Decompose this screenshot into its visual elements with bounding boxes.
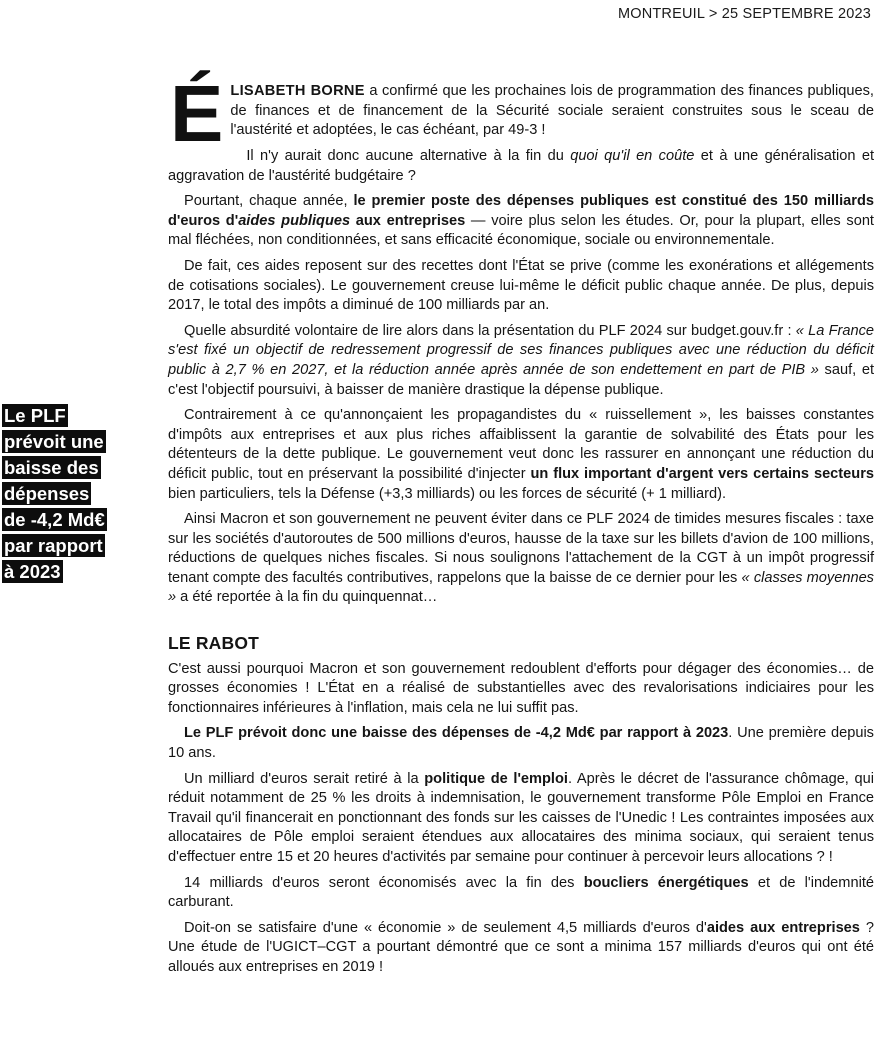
- text-run: Ainsi Macron et son gouvernement ne peuvent éviter dans ce PLF 2024 de timides mesures fiscales : taxe sur les sociétés d'autoroutes de 500 millions d'euros, hausse de la taxe sur les billets d'avion de 100 millions, réductions de quelques niches fiscales. Si nous soulignons l'attachement de la CGT à un impôt progressif tenant compte des facultés contributives, rappelons que la baisse de ce dernier pour les: [168, 511, 874, 586]
- pull-quote-line: de -4,2 Md€: [4, 509, 105, 530]
- paragraph: [168, 770, 874, 868]
- italic-run: « La France s'est fixé un objectif de redressement progressif de ses finances publiques avec une réduction du déficit public à 2,7 % en 2027, et la réduction année après année de son endettement en part de PIB »: [168, 322, 874, 378]
- pull-quote-line: Le PLF: [4, 405, 66, 426]
- pull-quote: [2, 403, 122, 585]
- pull-quote-line: dépenses: [4, 483, 90, 504]
- bold-run: aides aux entreprises: [706, 919, 860, 936]
- bold-run: boucliers énergétiques: [583, 874, 749, 891]
- text-run: ? Une étude de l'UGICT–CGT a pourtant démontré que ce sont a minima 157 milliards d'euros qui ont été alloués aux entreprises en 2019 !: [168, 919, 875, 975]
- text-run: et à une généralisation et aggravation de l'austérité budgétaire ?: [168, 148, 874, 184]
- text-run: et de l'indemnité carburant.: [168, 874, 874, 911]
- lead-name: LISABETH BORNE: [230, 83, 365, 99]
- pull-quote-line: par rapport: [4, 535, 103, 556]
- text-run: Pourtant, chaque année,: [184, 193, 354, 210]
- pull-quote-line: à 2023: [4, 561, 61, 582]
- dateline: MONTREUIL > 25 SEPTEMBRE 2023: [617, 6, 871, 22]
- paragraph: [168, 919, 874, 978]
- text-run: bien particuliers, tels la Défense (+3,3 milliards) ou les forces de sécurité (+ 1 milliard).: [168, 485, 727, 502]
- text-run: sauf, et c'est l'objectif poursuivi, à baisser de manière drastique la dépense publique.: [168, 361, 875, 398]
- paragraph: [168, 147, 874, 186]
- paragraph: [168, 192, 874, 251]
- pull-quote-line: prévoit une: [4, 431, 104, 452]
- italic-run: « classes moyennes »: [168, 569, 874, 606]
- text-run: 14 milliards d'euros seront économisés avec la fin des: [184, 874, 584, 891]
- paragraph: [168, 322, 874, 400]
- lead-text: a confirmé que les prochaines lois de programmation des finances publiques, de finances et de financement de la Sécurité sociale seraient construites sous le sceau de l'austérité et adoptées, le cas échéant, par 49-3 !: [230, 83, 874, 139]
- bold-run: un flux important d'argent vers certains secteurs: [530, 465, 874, 482]
- drop-cap: É: [170, 69, 224, 158]
- bold-run: aux entreprises: [350, 212, 466, 229]
- bold-italic-run: aides publiques: [238, 212, 351, 229]
- text-run: Un milliard d'euros serait retiré à la: [184, 770, 425, 787]
- pull-quote-line: baisse des: [4, 457, 99, 478]
- italic-run: quoi qu'il en coûte: [570, 148, 695, 164]
- paragraph: [168, 406, 874, 504]
- paragraph: [168, 724, 874, 763]
- paragraph: De fait, ces aides reposent sur des recettes dont l'État se prive (comme les exonérations et allégements de cotisations sociales). Le gouvernement creuse lui-même le déficit public chaque année. De plus, depuis 2017, le total des impôts a diminué de 100 milliards par an.: [168, 257, 874, 314]
- text-run: a été reportée à la fin du quinquennat…: [176, 589, 438, 606]
- paragraph: [168, 510, 874, 608]
- section-heading: LE RABOT: [168, 633, 260, 654]
- paragraph: [168, 874, 874, 913]
- paragraph: C'est aussi pourquoi Macron et son gouvernement redoublent d'efforts pour dégager des économies… de grosses économies ! L'État en a réalisé de substantielles avec des revalorisations indiciaires pour les fonctionnaires inférieures à l'inflation, mais cela ne lui suffit pas.: [168, 660, 874, 716]
- text-run: . Après le décret de l'assurance chômage, qui réduit notamment de 25 % les droits à indemnisation, le gouvernement transforme Pôle Emploi en France Travail qu'il financerait en ponctionnant des fonds sur les caisses de l'Unedic ! Les contraintes imposées aux allocataires de Pôle emploi seraient étendues aux allocataires des minima sociaux, qui seraient tenus d'effectuer entre 15 et 20 heures d'activités par semaine pour continuer à percevoir leurs allocations ? !: [168, 770, 874, 865]
- article-body: [168, 69, 875, 984]
- text-run: Quelle absurdité volontaire de lire alors dans la présentation du PLF 2024 sur budget.gouv.fr :: [184, 322, 796, 339]
- bold-run: Le PLF prévoit donc une baisse des dépenses de -4,2 Md€ par rapport à 2023: [184, 725, 729, 742]
- text-run: Doit-on se satisfaire d'une « économie » de seulement 4,5 milliards d'euros d': [184, 919, 707, 936]
- bold-run: politique de l'emploi: [424, 770, 568, 787]
- bold-run: le premier poste des dépenses publiques est constitué des 150 milliards d'euros d': [168, 193, 874, 229]
- text-run: Contrairement à ce qu'annonçaient les propagandistes du « ruissellement », les baisses constantes d'impôts aux entreprises et aux plus riches affaiblissent la garantie de solvabilité des États pour les détenteurs de la dette publique. Le gouvernement veut donc les rassurer en annonçant une réduction du déficit public, tout en préservant la possibilité d'injecter: [168, 407, 874, 482]
- text-run: — voire plus selon les études. Or, pour la plupart, elles sont mal fléchées, non conditionnées, et sans efficacité économique, sociale ou environnementale.: [168, 212, 874, 249]
- text-run: Il n'y aurait donc aucune alternative à la fin du: [246, 148, 571, 164]
- text-run: . Une première depuis 10 ans.: [168, 725, 874, 762]
